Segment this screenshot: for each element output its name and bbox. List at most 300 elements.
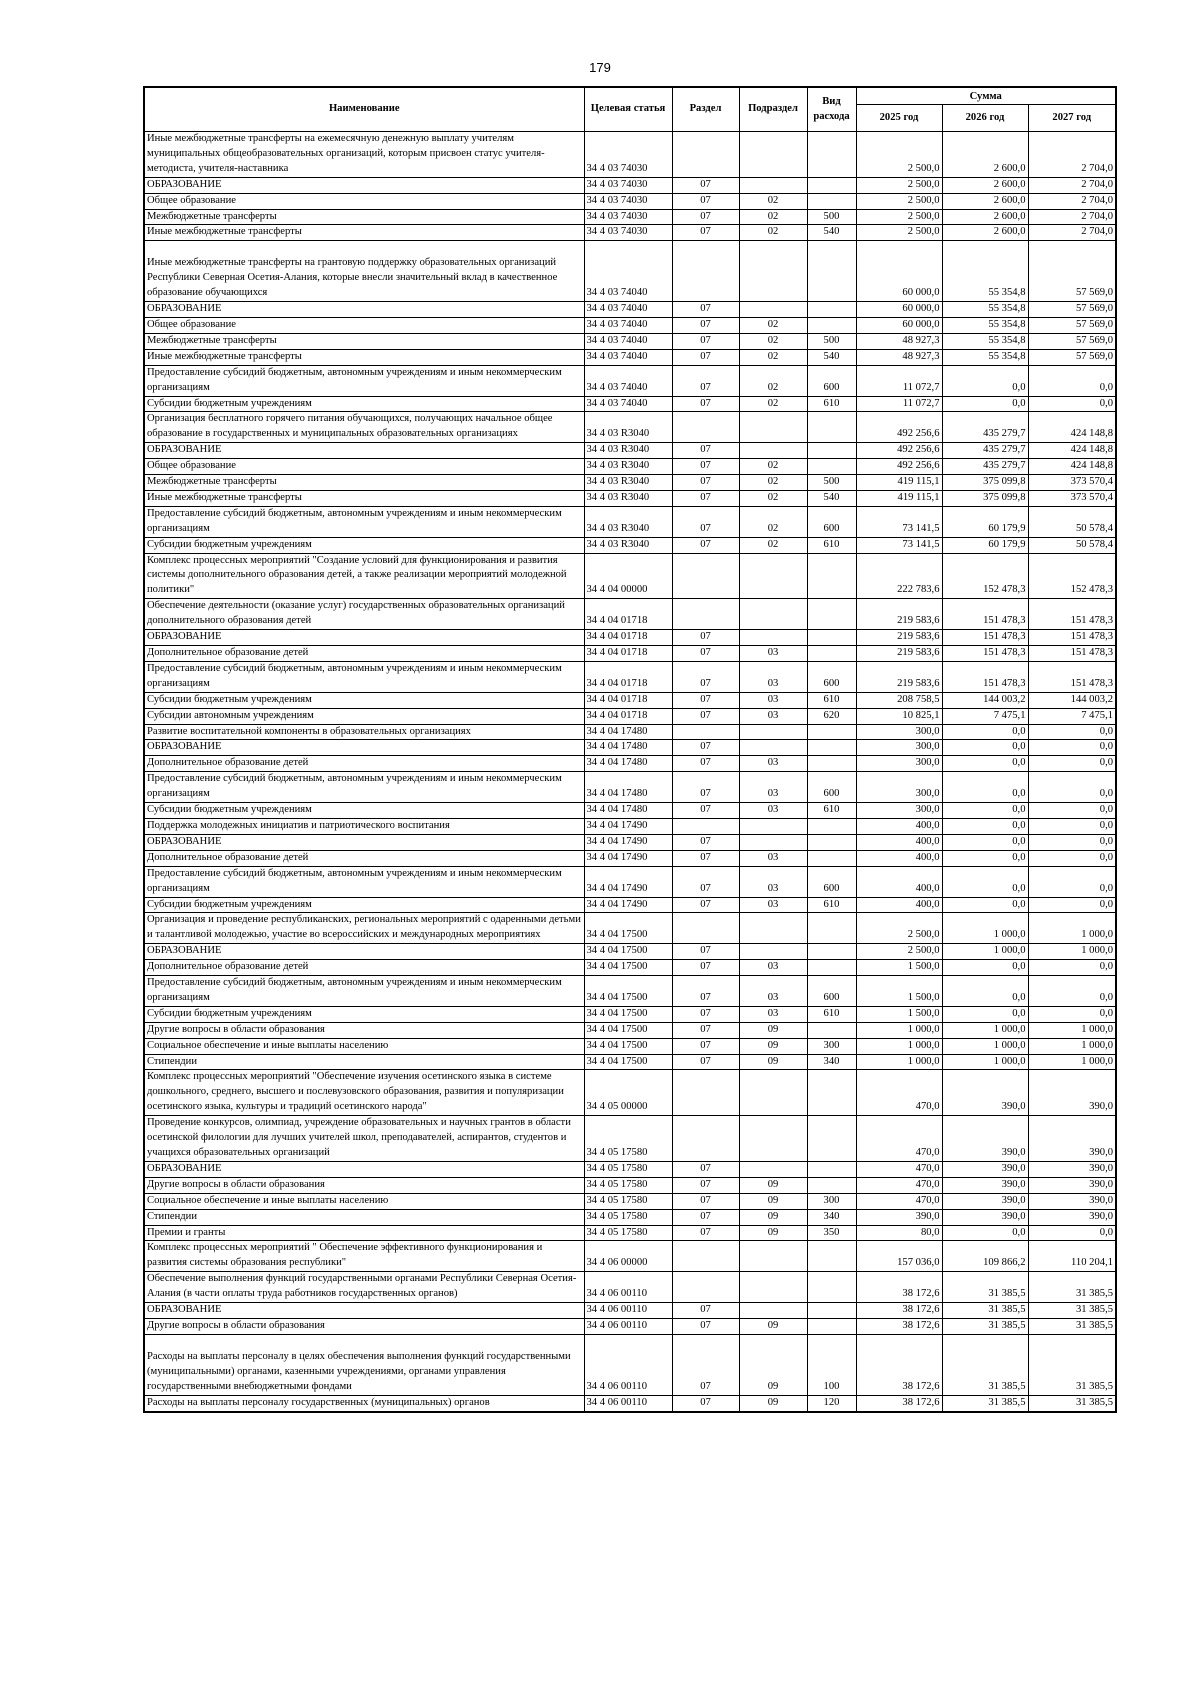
- cell-sum-2027: 390,0: [1028, 1161, 1116, 1177]
- cell-section: 07: [672, 1303, 739, 1319]
- table-row: [144, 818, 1116, 834]
- cell-sum-2026: 0,0: [942, 1225, 1028, 1241]
- cell-subsection: 02: [739, 349, 807, 365]
- cell-section: 07: [672, 1395, 739, 1411]
- cell-sum-2025: 1 000,0: [856, 1022, 942, 1038]
- cell-sum-2027: 2 704,0: [1028, 132, 1116, 178]
- cell-name: Дополнительное образование детей: [144, 850, 584, 866]
- cell-subsection: 09: [739, 1395, 807, 1411]
- cell-sum-2026: 55 354,8: [942, 317, 1028, 333]
- cell-sum-2025: 400,0: [856, 866, 942, 897]
- table-row: [144, 412, 1116, 443]
- table-row: [144, 302, 1116, 318]
- cell-sum-2027: 57 569,0: [1028, 241, 1116, 302]
- cell-sum-2027: 424 148,8: [1028, 459, 1116, 475]
- cell-target: 34 4 06 00110: [584, 1318, 672, 1334]
- cell-target: 34 4 04 17480: [584, 803, 672, 819]
- cell-name: Премии и гранты: [144, 1225, 584, 1241]
- table-row: [144, 459, 1116, 475]
- table-row: [144, 490, 1116, 506]
- cell-subsection: 02: [739, 506, 807, 537]
- cell-section: 07: [672, 396, 739, 412]
- cell-name: ОБРАЗОВАНИЕ: [144, 740, 584, 756]
- cell-name: ОБРАЗОВАНИЕ: [144, 177, 584, 193]
- cell-sum-2025: 219 583,6: [856, 661, 942, 692]
- cell-name: Дополнительное образование детей: [144, 960, 584, 976]
- cell-target: 34 4 04 17500: [584, 913, 672, 944]
- cell-name: Межбюджетные трансферты: [144, 209, 584, 225]
- cell-section: 07: [672, 333, 739, 349]
- cell-sum-2025: 73 141,5: [856, 506, 942, 537]
- cell-target: 34 4 03 74040: [584, 333, 672, 349]
- cell-section: 07: [672, 365, 739, 396]
- cell-sum-2025: 419 115,1: [856, 475, 942, 491]
- cell-sum-2025: 208 758,5: [856, 692, 942, 708]
- cell-sum-2025: 470,0: [856, 1070, 942, 1116]
- cell-sum-2027: 390,0: [1028, 1209, 1116, 1225]
- table-row: [144, 1225, 1116, 1241]
- cell-name: Предоставление субсидий бюджетным, автономным учреждениям и иным некоммерческим организациям: [144, 772, 584, 803]
- table-row: [144, 866, 1116, 897]
- table-row: [144, 132, 1116, 178]
- table-row: [144, 553, 1116, 599]
- cell-sum-2027: 1 000,0: [1028, 1054, 1116, 1070]
- cell-target: 34 4 04 01718: [584, 661, 672, 692]
- cell-expense-type: 120: [807, 1395, 856, 1411]
- cell-sum-2025: 470,0: [856, 1161, 942, 1177]
- cell-section: 07: [672, 708, 739, 724]
- table-row: [144, 1272, 1116, 1303]
- cell-expense-type: [807, 630, 856, 646]
- cell-sum-2026: 109 866,2: [942, 1241, 1028, 1272]
- cell-sum-2025: 11 072,7: [856, 365, 942, 396]
- cell-sum-2025: 492 256,6: [856, 459, 942, 475]
- cell-section: [672, 132, 739, 178]
- cell-target: 34 4 04 17480: [584, 756, 672, 772]
- cell-target: 34 4 04 00000: [584, 553, 672, 599]
- cell-section: [672, 553, 739, 599]
- cell-name: Межбюджетные трансферты: [144, 333, 584, 349]
- cell-name: ОБРАЗОВАНИЕ: [144, 834, 584, 850]
- cell-expense-type: [807, 1116, 856, 1162]
- cell-expense-type: [807, 412, 856, 443]
- table-row: [144, 1038, 1116, 1054]
- cell-name: Предоставление субсидий бюджетным, автономным учреждениям и иным некоммерческим организациям: [144, 365, 584, 396]
- cell-sum-2026: 0,0: [942, 1006, 1028, 1022]
- cell-sum-2026: 31 385,5: [942, 1395, 1028, 1411]
- cell-sum-2025: 60 000,0: [856, 302, 942, 318]
- cell-section: 07: [672, 960, 739, 976]
- cell-section: 07: [672, 443, 739, 459]
- cell-section: 07: [672, 692, 739, 708]
- cell-sum-2027: 0,0: [1028, 724, 1116, 740]
- cell-sum-2025: 222 783,6: [856, 553, 942, 599]
- cell-sum-2027: 50 578,4: [1028, 537, 1116, 553]
- table-row: [144, 537, 1116, 553]
- cell-sum-2026: 2 600,0: [942, 193, 1028, 209]
- cell-sum-2026: 0,0: [942, 396, 1028, 412]
- cell-sum-2027: 144 003,2: [1028, 692, 1116, 708]
- table-row: [144, 850, 1116, 866]
- cell-expense-type: [807, 302, 856, 318]
- budget-table: [143, 86, 1117, 1413]
- cell-subsection: 09: [739, 1334, 807, 1395]
- cell-name: Развитие воспитательной компоненты в образовательных организациях: [144, 724, 584, 740]
- cell-target: 34 4 06 00110: [584, 1303, 672, 1319]
- table-row: [144, 944, 1116, 960]
- cell-name: Предоставление субсидий бюджетным, автономным учреждениям и иным некоммерческим организациям: [144, 661, 584, 692]
- cell-expense-type: [807, 459, 856, 475]
- cell-expense-type: 540: [807, 349, 856, 365]
- cell-sum-2026: 55 354,8: [942, 302, 1028, 318]
- table-row: [144, 756, 1116, 772]
- cell-sum-2026: 0,0: [942, 960, 1028, 976]
- cell-sum-2025: 470,0: [856, 1116, 942, 1162]
- cell-sum-2025: 38 172,6: [856, 1272, 942, 1303]
- cell-subsection: [739, 599, 807, 630]
- cell-section: 07: [672, 193, 739, 209]
- header-target: Целевая статья: [584, 87, 672, 132]
- table-row: [144, 960, 1116, 976]
- cell-subsection: [739, 1161, 807, 1177]
- cell-section: 07: [672, 349, 739, 365]
- cell-sum-2026: 0,0: [942, 803, 1028, 819]
- cell-sum-2026: 435 279,7: [942, 459, 1028, 475]
- cell-target: 34 4 04 01718: [584, 708, 672, 724]
- cell-sum-2025: 11 072,7: [856, 396, 942, 412]
- cell-subsection: 09: [739, 1209, 807, 1225]
- cell-expense-type: 340: [807, 1209, 856, 1225]
- cell-sum-2026: 435 279,7: [942, 443, 1028, 459]
- cell-sum-2027: 1 000,0: [1028, 913, 1116, 944]
- cell-name: ОБРАЗОВАНИЕ: [144, 1161, 584, 1177]
- cell-subsection: 03: [739, 756, 807, 772]
- cell-subsection: [739, 241, 807, 302]
- cell-target: 34 4 03 74030: [584, 209, 672, 225]
- cell-section: 07: [672, 475, 739, 491]
- cell-expense-type: [807, 756, 856, 772]
- cell-target: 34 4 03 74040: [584, 365, 672, 396]
- cell-name: Расходы на выплаты персоналу государственных (муниципальных) органов: [144, 1395, 584, 1411]
- cell-sum-2027: 0,0: [1028, 803, 1116, 819]
- cell-subsection: 03: [739, 897, 807, 913]
- cell-sum-2025: 300,0: [856, 724, 942, 740]
- cell-expense-type: [807, 1177, 856, 1193]
- table-row: [144, 1334, 1116, 1395]
- cell-subsection: 03: [739, 866, 807, 897]
- cell-sum-2025: 219 583,6: [856, 599, 942, 630]
- cell-expense-type: [807, 1070, 856, 1116]
- cell-expense-type: 600: [807, 976, 856, 1007]
- cell-subsection: 09: [739, 1054, 807, 1070]
- cell-sum-2027: 390,0: [1028, 1193, 1116, 1209]
- cell-sum-2027: 1 000,0: [1028, 1038, 1116, 1054]
- cell-subsection: 03: [739, 772, 807, 803]
- cell-target: 34 4 03 74030: [584, 132, 672, 178]
- cell-subsection: [739, 740, 807, 756]
- cell-sum-2025: 48 927,3: [856, 333, 942, 349]
- cell-expense-type: 610: [807, 897, 856, 913]
- cell-expense-type: 600: [807, 772, 856, 803]
- cell-subsection: 02: [739, 209, 807, 225]
- cell-expense-type: [807, 818, 856, 834]
- table-row: [144, 193, 1116, 209]
- cell-subsection: [739, 443, 807, 459]
- cell-section: 07: [672, 209, 739, 225]
- table-row: [144, 1006, 1116, 1022]
- cell-sum-2027: 390,0: [1028, 1116, 1116, 1162]
- cell-subsection: 03: [739, 850, 807, 866]
- cell-sum-2027: 0,0: [1028, 834, 1116, 850]
- cell-sum-2027: 7 475,1: [1028, 708, 1116, 724]
- cell-sum-2025: 219 583,6: [856, 646, 942, 662]
- cell-sum-2027: 110 204,1: [1028, 1241, 1116, 1272]
- cell-name: Общее образование: [144, 317, 584, 333]
- cell-sum-2026: 0,0: [942, 740, 1028, 756]
- cell-sum-2027: 0,0: [1028, 740, 1116, 756]
- cell-sum-2026: 0,0: [942, 724, 1028, 740]
- cell-sum-2027: 0,0: [1028, 365, 1116, 396]
- cell-section: [672, 1116, 739, 1162]
- cell-subsection: [739, 1241, 807, 1272]
- cell-name: Организация бесплатного горячего питания обучающихся, получающих начальное общее образование в государственных и муниципальных образовательных организациях: [144, 412, 584, 443]
- cell-name: Общее образование: [144, 193, 584, 209]
- table-row: [144, 1209, 1116, 1225]
- cell-target: 34 4 04 17490: [584, 897, 672, 913]
- cell-target: 34 4 05 17580: [584, 1225, 672, 1241]
- cell-expense-type: [807, 317, 856, 333]
- cell-subsection: [739, 818, 807, 834]
- cell-sum-2026: 1 000,0: [942, 944, 1028, 960]
- cell-expense-type: 600: [807, 661, 856, 692]
- cell-sum-2027: 31 385,5: [1028, 1395, 1116, 1411]
- cell-sum-2025: 419 115,1: [856, 490, 942, 506]
- cell-sum-2025: 2 500,0: [856, 132, 942, 178]
- cell-expense-type: [807, 193, 856, 209]
- cell-name: Предоставление субсидий бюджетным, автономным учреждениям и иным некоммерческим организациям: [144, 866, 584, 897]
- page-number: 179: [589, 60, 611, 75]
- cell-target: 34 4 03 R3040: [584, 506, 672, 537]
- cell-name: Другие вопросы в области образования: [144, 1022, 584, 1038]
- cell-sum-2025: 400,0: [856, 850, 942, 866]
- cell-sum-2026: 1 000,0: [942, 913, 1028, 944]
- cell-target: 34 4 04 17500: [584, 1022, 672, 1038]
- cell-expense-type: 500: [807, 475, 856, 491]
- cell-section: 07: [672, 1022, 739, 1038]
- cell-subsection: [739, 132, 807, 178]
- cell-subsection: 02: [739, 396, 807, 412]
- cell-subsection: [739, 302, 807, 318]
- cell-name: Стипендии: [144, 1209, 584, 1225]
- cell-target: 34 4 03 74040: [584, 396, 672, 412]
- cell-subsection: 02: [739, 365, 807, 396]
- cell-section: [672, 724, 739, 740]
- cell-subsection: 02: [739, 490, 807, 506]
- cell-sum-2026: 55 354,8: [942, 349, 1028, 365]
- cell-section: 07: [672, 1038, 739, 1054]
- cell-name: Социальное обеспечение и иные выплаты населению: [144, 1193, 584, 1209]
- cell-expense-type: [807, 599, 856, 630]
- cell-sum-2026: 151 478,3: [942, 646, 1028, 662]
- cell-target: 34 4 03 74040: [584, 317, 672, 333]
- cell-target: 34 4 06 00110: [584, 1395, 672, 1411]
- cell-sum-2025: 157 036,0: [856, 1241, 942, 1272]
- header-section: Раздел: [672, 87, 739, 132]
- cell-expense-type: 610: [807, 396, 856, 412]
- cell-sum-2025: 300,0: [856, 740, 942, 756]
- cell-subsection: [739, 913, 807, 944]
- cell-name: Комплекс процессных мероприятий " Обеспечение эффективного функционирования и развития системы образования республики": [144, 1241, 584, 1272]
- cell-target: 34 4 03 R3040: [584, 412, 672, 443]
- cell-name: Общее образование: [144, 459, 584, 475]
- cell-sum-2026: 1 000,0: [942, 1022, 1028, 1038]
- cell-expense-type: [807, 177, 856, 193]
- cell-sum-2027: 31 385,5: [1028, 1303, 1116, 1319]
- table-row: [144, 225, 1116, 241]
- cell-sum-2026: 0,0: [942, 834, 1028, 850]
- cell-sum-2025: 38 172,6: [856, 1318, 942, 1334]
- cell-subsection: 02: [739, 317, 807, 333]
- cell-expense-type: [807, 834, 856, 850]
- cell-name: ОБРАЗОВАНИЕ: [144, 1303, 584, 1319]
- cell-expense-type: 350: [807, 1225, 856, 1241]
- cell-expense-type: 300: [807, 1038, 856, 1054]
- cell-target: 34 4 03 R3040: [584, 443, 672, 459]
- cell-target: 34 4 06 00000: [584, 1241, 672, 1272]
- cell-sum-2025: 2 500,0: [856, 225, 942, 241]
- cell-sum-2025: 60 000,0: [856, 317, 942, 333]
- cell-subsection: 02: [739, 475, 807, 491]
- cell-target: 34 4 03 74040: [584, 241, 672, 302]
- cell-name: Другие вопросы в области образования: [144, 1177, 584, 1193]
- cell-sum-2025: 470,0: [856, 1193, 942, 1209]
- cell-sum-2025: 80,0: [856, 1225, 942, 1241]
- table-body: [144, 132, 1116, 1412]
- cell-sum-2026: 152 478,3: [942, 553, 1028, 599]
- cell-target: 34 4 04 17500: [584, 1038, 672, 1054]
- table-row: [144, 834, 1116, 850]
- cell-subsection: 09: [739, 1318, 807, 1334]
- cell-expense-type: 600: [807, 506, 856, 537]
- cell-target: 34 4 03 R3040: [584, 475, 672, 491]
- table-row: [144, 708, 1116, 724]
- cell-target: 34 4 04 01718: [584, 630, 672, 646]
- cell-sum-2025: 400,0: [856, 818, 942, 834]
- cell-section: 07: [672, 490, 739, 506]
- cell-section: 07: [672, 1054, 739, 1070]
- table-row: [144, 661, 1116, 692]
- cell-sum-2025: 2 500,0: [856, 177, 942, 193]
- cell-section: 07: [672, 1334, 739, 1395]
- cell-expense-type: [807, 132, 856, 178]
- cell-section: 07: [672, 646, 739, 662]
- header-2025: 2025 год: [856, 105, 942, 132]
- cell-sum-2026: 390,0: [942, 1161, 1028, 1177]
- cell-sum-2027: 151 478,3: [1028, 599, 1116, 630]
- cell-sum-2026: 390,0: [942, 1193, 1028, 1209]
- cell-sum-2026: 55 354,8: [942, 241, 1028, 302]
- cell-target: 34 4 04 17500: [584, 1006, 672, 1022]
- table-row: [144, 396, 1116, 412]
- cell-name: Иные межбюджетные трансферты: [144, 490, 584, 506]
- cell-subsection: 02: [739, 225, 807, 241]
- cell-target: 34 4 05 00000: [584, 1070, 672, 1116]
- cell-expense-type: 600: [807, 365, 856, 396]
- cell-sum-2026: 2 600,0: [942, 132, 1028, 178]
- table-row: [144, 724, 1116, 740]
- cell-sum-2026: 31 385,5: [942, 1303, 1028, 1319]
- cell-section: 07: [672, 225, 739, 241]
- cell-sum-2025: 492 256,6: [856, 443, 942, 459]
- cell-target: 34 4 06 00110: [584, 1334, 672, 1395]
- cell-target: 34 4 03 74030: [584, 177, 672, 193]
- cell-sum-2027: 57 569,0: [1028, 317, 1116, 333]
- cell-section: 07: [672, 317, 739, 333]
- header-2026: 2026 год: [942, 105, 1028, 132]
- cell-sum-2027: 390,0: [1028, 1070, 1116, 1116]
- cell-sum-2025: 400,0: [856, 897, 942, 913]
- cell-sum-2025: 60 000,0: [856, 241, 942, 302]
- cell-sum-2027: 2 704,0: [1028, 209, 1116, 225]
- cell-sum-2027: 1 000,0: [1028, 944, 1116, 960]
- cell-expense-type: 610: [807, 803, 856, 819]
- table-row: [144, 1241, 1116, 1272]
- cell-name: Дополнительное образование детей: [144, 646, 584, 662]
- cell-sum-2026: 0,0: [942, 850, 1028, 866]
- cell-sum-2026: 0,0: [942, 897, 1028, 913]
- cell-subsection: [739, 944, 807, 960]
- cell-expense-type: 100: [807, 1334, 856, 1395]
- cell-sum-2027: 0,0: [1028, 772, 1116, 803]
- cell-target: 34 4 04 17480: [584, 772, 672, 803]
- cell-subsection: [739, 1116, 807, 1162]
- cell-section: 07: [672, 944, 739, 960]
- table-row: [144, 599, 1116, 630]
- cell-section: [672, 913, 739, 944]
- cell-name: ОБРАЗОВАНИЕ: [144, 443, 584, 459]
- cell-subsection: 09: [739, 1022, 807, 1038]
- cell-sum-2027: 2 704,0: [1028, 225, 1116, 241]
- cell-subsection: [739, 1070, 807, 1116]
- cell-target: 34 4 04 01718: [584, 599, 672, 630]
- cell-name: Обеспечение деятельности (оказание услуг) государственных образовательных организаций дополнительного образования детей: [144, 599, 584, 630]
- cell-section: 07: [672, 1006, 739, 1022]
- cell-section: 07: [672, 661, 739, 692]
- cell-sum-2026: 390,0: [942, 1116, 1028, 1162]
- cell-subsection: [739, 1272, 807, 1303]
- table-row: [144, 646, 1116, 662]
- cell-name: Обеспечение выполнения функций государственными органами Республики Северная Осетия-Алания (в части оплаты труда работников государственных органов): [144, 1272, 584, 1303]
- table-row: [144, 365, 1116, 396]
- cell-sum-2026: 390,0: [942, 1177, 1028, 1193]
- cell-target: 34 4 05 17580: [584, 1209, 672, 1225]
- cell-section: 07: [672, 630, 739, 646]
- cell-target: 34 4 04 17500: [584, 960, 672, 976]
- cell-name: Иные межбюджетные трансферты на грантовую поддержку образовательных организаций Республики Северная Осетия-Алания, которые внесли значительный вклад в качественное образование обучающихся: [144, 241, 584, 302]
- cell-section: 07: [672, 866, 739, 897]
- cell-sum-2027: 57 569,0: [1028, 302, 1116, 318]
- cell-expense-type: [807, 1161, 856, 1177]
- table-row: [144, 976, 1116, 1007]
- cell-target: 34 4 04 01718: [584, 646, 672, 662]
- cell-sum-2025: 1 000,0: [856, 1054, 942, 1070]
- cell-sum-2025: 2 500,0: [856, 944, 942, 960]
- cell-target: 34 4 04 17490: [584, 834, 672, 850]
- cell-section: 07: [672, 897, 739, 913]
- cell-sum-2027: 151 478,3: [1028, 661, 1116, 692]
- cell-expense-type: [807, 1318, 856, 1334]
- cell-sum-2026: 390,0: [942, 1070, 1028, 1116]
